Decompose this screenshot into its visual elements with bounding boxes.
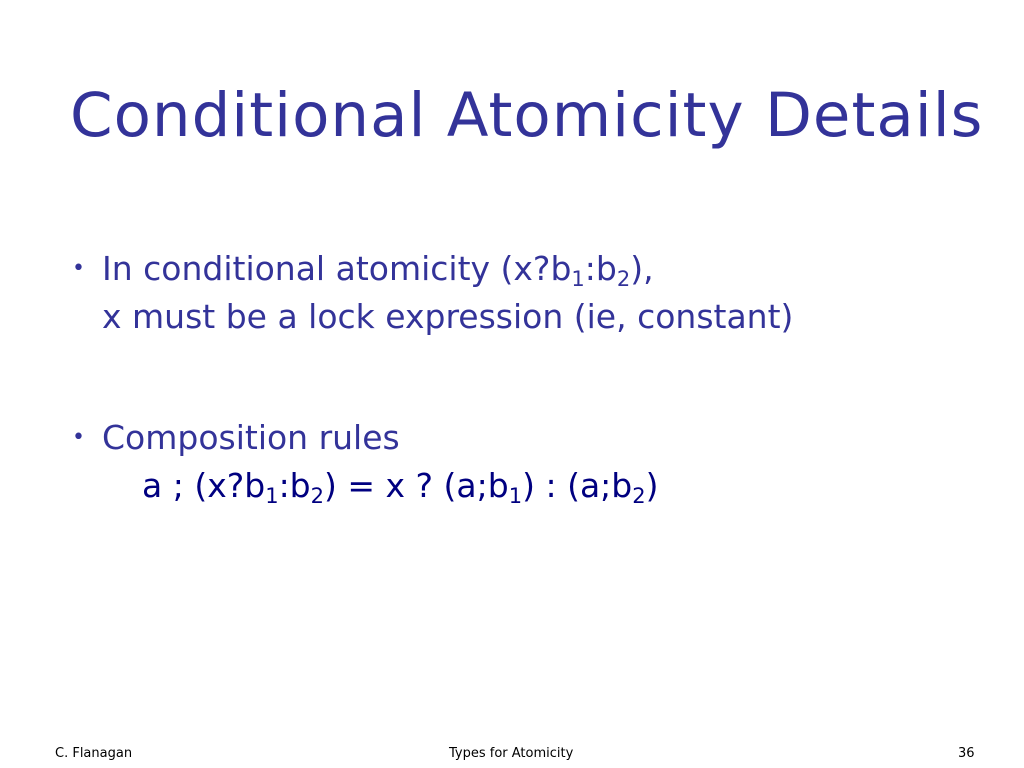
footer-course-title: Types for Atomicity	[449, 746, 574, 761]
text-segment: ) = x ? (a;b	[324, 466, 509, 505]
text-segment: In conditional atomicity (x?b	[102, 249, 572, 288]
composition-formula	[142, 462, 658, 510]
footer-page-number: 36	[958, 746, 975, 761]
slide-title: Conditional Atomicity Details	[70, 80, 984, 151]
footer-author: C. Flanagan	[55, 746, 133, 761]
subscript: 2	[616, 267, 631, 291]
text-segment: ) : (a;b	[522, 466, 633, 505]
bullet-marker: •	[72, 425, 85, 450]
subscript: 2	[632, 484, 646, 508]
text-segment: :b	[278, 466, 311, 505]
subscript: 1	[265, 484, 279, 508]
bullet-conditional-atomicity	[72, 245, 793, 341]
bullet-body	[102, 414, 658, 510]
text-segment: )	[645, 466, 659, 505]
text-segment: ),	[630, 249, 654, 288]
text-segment: a ; (x?b	[142, 466, 266, 505]
subscript: 1	[571, 267, 585, 291]
bullet-line: x must be a lock expression (ie, constant)	[102, 297, 794, 336]
bullet-composition-rules	[72, 414, 658, 510]
bullet-line: Composition rules	[102, 418, 400, 457]
bullet-body	[102, 245, 793, 341]
subscript: 2	[310, 484, 325, 508]
subscript: 1	[508, 484, 523, 508]
bullet-marker: •	[72, 256, 85, 281]
text-segment: :b	[584, 249, 617, 288]
bullet-line	[102, 245, 793, 293]
